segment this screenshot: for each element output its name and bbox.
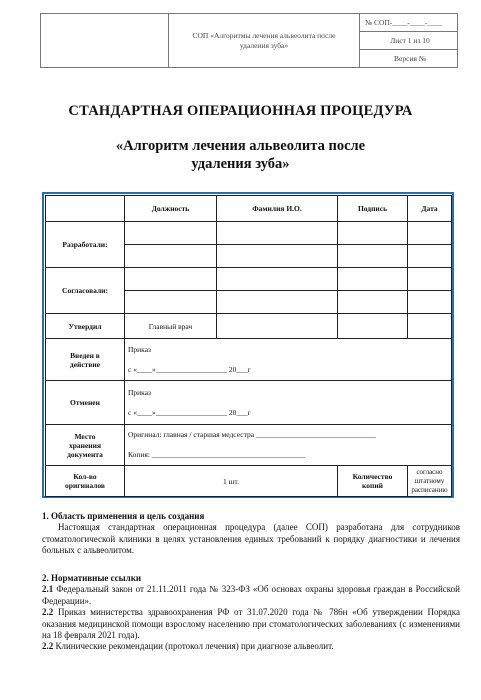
reference-number: 2.1: [42, 584, 54, 595]
table-cell: [408, 291, 452, 314]
table-row: [46, 314, 452, 339]
table-cell: [338, 245, 408, 268]
document-subtitle: [0, 137, 481, 173]
table-cell: [408, 222, 452, 245]
section-2-heading: 2. Нормативные ссылки: [42, 573, 142, 583]
table-row: [46, 466, 452, 497]
approved-label: Утвердил: [46, 314, 125, 339]
table-cell: [338, 291, 408, 314]
approval-table: [45, 195, 452, 497]
table-cell: [125, 291, 217, 314]
copy-holder: Копия: _________________________________________: [128, 450, 306, 459]
reference-number: 2.2: [42, 641, 54, 652]
reference-item: [42, 607, 460, 641]
table-row: [46, 339, 452, 381]
table-row: [46, 268, 452, 291]
table-cell: [338, 314, 408, 339]
table-row: [46, 425, 452, 466]
storage-line3: документа: [67, 449, 103, 459]
count-value: 1 шт.: [125, 466, 338, 497]
table-cell: [408, 268, 452, 291]
table-cell: [338, 268, 408, 291]
enacted-label: [46, 339, 125, 381]
reference-text: Клинические рекомендации (протокол лечения) при диагнозе альвеолит.: [53, 641, 334, 652]
document-title: СТАНДАРТНАЯ ОПЕРАЦИОННАЯ ПРОЦЕДУРА: [68, 103, 413, 119]
table-cell: [125, 245, 217, 268]
section-1: [42, 511, 460, 557]
order-date: с «____»___________________ 20___г: [128, 364, 251, 374]
reference-number: 2.2: [42, 607, 54, 618]
copies-label: [338, 466, 408, 497]
table-cell: [125, 222, 217, 245]
table-cell: [125, 268, 217, 291]
storage-line2: хранения: [68, 440, 102, 450]
subtitle-line2: удаления зуба»: [191, 156, 290, 172]
original-holder: Оригинал: главная / старшая медсестра ________________________________: [128, 430, 376, 439]
header-title-line1: СОП «Алгоритмы лечения альвеолита после: [192, 30, 336, 40]
cancel-order-label: Приказ: [128, 387, 152, 397]
storage-label: [46, 425, 125, 466]
section-1-text: Настоящая стандартная операционная процедура (далее СОП) разработана для сотрудников стоматологической клиники в целях установления единых требований к порядку диагностики и лечения больных с альвеолитом.: [42, 522, 460, 556]
empty-cell: [46, 196, 125, 222]
cancel-order-date: с «____»___________________ 20___г: [128, 407, 251, 417]
table-cell: [217, 314, 338, 339]
col-date-header: Дата: [408, 196, 452, 222]
table-cell: [408, 245, 452, 268]
table-cell: [217, 222, 338, 245]
storage-details: [125, 425, 452, 466]
subtitle-line1: «Алгоритм лечения альвеолита после: [115, 138, 366, 154]
enacted-line2: действие: [69, 359, 101, 369]
table-header-row: [46, 196, 452, 222]
cancel-order: [125, 381, 452, 425]
reference-text: Федеральный закон от 21.11.2011 года № 323-ФЗ «Об основах охраны здоровья граждан в Российской Федерации».: [42, 584, 460, 606]
table-cell: [217, 268, 338, 291]
document-header: [40, 13, 458, 68]
sheet-number: Лист 1 из 10: [360, 32, 458, 50]
developed-label: Разработали:: [46, 222, 125, 268]
table-cell: [408, 314, 452, 339]
enacted-line1: Введен в: [70, 350, 100, 360]
reference-item: [42, 641, 460, 652]
table-cell: [217, 245, 338, 268]
enacted-order: [125, 339, 452, 381]
sop-number: № СОП-____-____-____: [360, 14, 458, 32]
section-2: [42, 573, 460, 653]
copies-value-line1: согласно штатному: [414, 467, 445, 485]
col-name-header: Фамилия И.О.: [217, 196, 338, 222]
col-signature-header: Подпись: [338, 196, 408, 222]
version-number: Версия №: [360, 50, 458, 68]
col-position-header: Должность: [125, 196, 217, 222]
logo-placeholder: [41, 14, 169, 68]
header-title: [169, 14, 360, 68]
table-row: [46, 381, 452, 425]
copies-value: [408, 466, 452, 497]
approved-position: Главный врач: [125, 314, 217, 339]
copies-line1: Количество: [352, 472, 393, 481]
table-cell: [338, 222, 408, 245]
order-label: Приказ: [128, 344, 152, 354]
count-line1: Кол-во: [73, 472, 97, 481]
copies-line2: копий: [362, 481, 383, 490]
table-cell: [217, 291, 338, 314]
reference-item: [42, 584, 460, 607]
header-title-line2: удаления зуба»: [239, 40, 289, 50]
copies-value-line2: расписанию: [411, 485, 448, 494]
agreed-label: Согласовали:: [46, 268, 125, 314]
count-line2: оригиналов: [65, 481, 105, 490]
table-row: [46, 222, 452, 245]
count-label: [46, 466, 125, 497]
section-1-heading: 1. Область применения и цель создания: [42, 511, 205, 521]
reference-text: Приказ министерства здравоохранения РФ от 31.07.2020 года № 786н «Об утверждении Порядка оказания медицинской помощи взрослому населению при стоматологических заболеваниях (с изменениями на 18 февраля 2021 года).: [42, 607, 460, 641]
storage-line1: Место: [74, 431, 96, 441]
cancelled-label: Отменен: [46, 381, 125, 425]
